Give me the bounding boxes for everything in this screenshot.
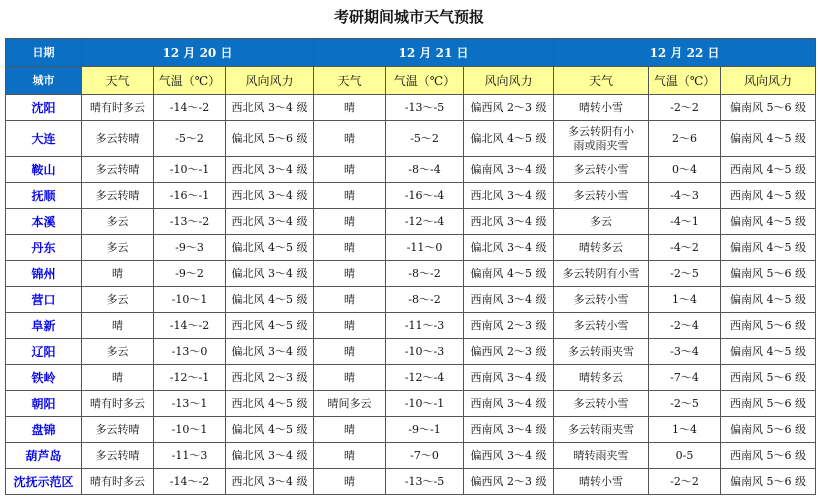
- cell-wind: 偏西风 2～3 级: [464, 339, 554, 365]
- cell-temperature: 0-5: [649, 443, 721, 469]
- cell-weather: 晴: [314, 365, 386, 391]
- cell-weather: 晴有时多云: [82, 391, 154, 417]
- cell-temperature: -9～3: [154, 235, 226, 261]
- cell-wind: 偏南风 4～5 级: [721, 235, 816, 261]
- table-row: [6, 183, 816, 209]
- cell-temperature: -13～-5: [386, 469, 464, 495]
- cell-weather: 晴: [314, 183, 386, 209]
- cell-weather: 晴: [82, 365, 154, 391]
- cell-temperature: 1～4: [649, 417, 721, 443]
- cell-weather: 晴: [314, 95, 386, 121]
- cell-wind: 偏南风 4～5 级: [721, 209, 816, 235]
- cell-wind: 偏西风 3～4 级: [464, 443, 554, 469]
- cell-wind: 偏南风 5～6 级: [721, 469, 816, 495]
- cell-weather: 晴转小雪: [554, 95, 649, 121]
- cell-temperature: -16～-1: [154, 183, 226, 209]
- column-header-wind: 风向风力: [721, 67, 816, 95]
- cell-temperature: 2～6: [649, 121, 721, 157]
- cell-weather: 多云转晴: [82, 417, 154, 443]
- cell-temperature: -5～2: [386, 121, 464, 157]
- cell-weather: 晴有时多云: [82, 469, 154, 495]
- cell-wind: 西南风 4～5 级: [721, 157, 816, 183]
- column-header-temperature: 气温（℃）: [386, 67, 464, 95]
- cell-temperature: -12～-4: [386, 209, 464, 235]
- cell-wind: 西南风 5～6 级: [721, 391, 816, 417]
- cell-weather: 晴: [314, 443, 386, 469]
- cell-weather: 多云转晴: [82, 443, 154, 469]
- city-name: 本溪: [6, 209, 82, 235]
- cell-wind: 偏南风 5～6 级: [721, 417, 816, 443]
- cell-weather: 晴: [314, 287, 386, 313]
- cell-weather: 多云转晴: [82, 121, 154, 157]
- table-row: [6, 417, 816, 443]
- cell-temperature: -10～-1: [154, 157, 226, 183]
- cell-weather: 多云转小雪: [554, 313, 649, 339]
- cell-wind: 偏南风 4～5 级: [721, 339, 816, 365]
- table-row: [6, 469, 816, 495]
- cell-weather: 晴有时多云: [82, 95, 154, 121]
- date-header-2: 12 月 21 日: [314, 39, 554, 67]
- cell-weather: 晴: [314, 209, 386, 235]
- cell-temperature: -10～1: [154, 287, 226, 313]
- cell-weather: 晴转多云: [554, 235, 649, 261]
- cell-temperature: -8～-4: [386, 157, 464, 183]
- cell-weather: 晴: [314, 157, 386, 183]
- city-name: 朝阳: [6, 391, 82, 417]
- cell-temperature: -3～4: [649, 339, 721, 365]
- cell-wind: 西南风 5～6 级: [721, 313, 816, 339]
- cell-weather: 多云转小雪: [554, 391, 649, 417]
- cell-temperature: -14～-2: [154, 313, 226, 339]
- cell-wind: 西南风 5～6 级: [721, 365, 816, 391]
- cell-weather: 多云: [82, 287, 154, 313]
- cell-temperature: -8～-2: [386, 287, 464, 313]
- table-row: [6, 391, 816, 417]
- cell-temperature: -9～-1: [386, 417, 464, 443]
- city-name: 葫芦岛: [6, 443, 82, 469]
- city-name: 鞍山: [6, 157, 82, 183]
- cell-weather: 晴间多云: [314, 391, 386, 417]
- cell-wind: 偏西风 2～3 级: [464, 95, 554, 121]
- cell-wind: 西南风 3～4 级: [464, 391, 554, 417]
- cell-temperature: -13～0: [154, 339, 226, 365]
- cell-weather: 多云转小雪: [554, 157, 649, 183]
- cell-wind: 西南风 3～4 级: [464, 365, 554, 391]
- cell-weather: 多云: [82, 235, 154, 261]
- city-name: 锦州: [6, 261, 82, 287]
- city-name: 阜新: [6, 313, 82, 339]
- cell-wind: 偏北风 4～5 级: [226, 287, 314, 313]
- column-header-temperature: 气温（℃）: [154, 67, 226, 95]
- date-label: 日期: [6, 39, 82, 67]
- table-row: [6, 235, 816, 261]
- cell-weather: 多云转雨夹雪: [554, 417, 649, 443]
- cell-temperature: -2～5: [649, 261, 721, 287]
- cell-wind: 偏北风 3～4 级: [226, 443, 314, 469]
- cell-wind: 偏北风 4～5 级: [464, 121, 554, 157]
- date-header-row: [6, 39, 816, 67]
- cell-temperature: -12～-4: [386, 365, 464, 391]
- cell-weather: 晴转小雪: [554, 469, 649, 495]
- cell-weather: 晴: [314, 313, 386, 339]
- city-name: 铁岭: [6, 365, 82, 391]
- cell-wind: 偏南风 5～6 级: [721, 261, 816, 287]
- cell-weather: 晴: [314, 339, 386, 365]
- cell-temperature: -10～-1: [386, 391, 464, 417]
- cell-wind: 偏北风 3～4 级: [226, 261, 314, 287]
- cell-wind: 偏北风 4～5 级: [226, 417, 314, 443]
- weather-forecast-table: [5, 38, 816, 495]
- table-row: [6, 339, 816, 365]
- cell-temperature: -7～4: [649, 365, 721, 391]
- cell-wind: 偏北风 3～4 级: [464, 235, 554, 261]
- table-row: [6, 443, 816, 469]
- table-row: [6, 95, 816, 121]
- column-header-weather: 天气: [82, 67, 154, 95]
- city-name: 大连: [6, 121, 82, 157]
- table-row: [6, 287, 816, 313]
- cell-temperature: -5～2: [154, 121, 226, 157]
- cell-wind: 西北风 3～4 级: [226, 183, 314, 209]
- table-row: [6, 157, 816, 183]
- cell-temperature: -11～0: [386, 235, 464, 261]
- cell-weather: 晴: [82, 313, 154, 339]
- cell-temperature: -13～-2: [154, 209, 226, 235]
- cell-weather: 晴: [314, 469, 386, 495]
- column-header-wind: 风向风力: [226, 67, 314, 95]
- cell-temperature: -12～-1: [154, 365, 226, 391]
- page-title: 考研期间城市天气预报: [333, 8, 484, 26]
- column-header-weather: 天气: [554, 67, 649, 95]
- city-name: 营口: [6, 287, 82, 313]
- column-header-row: [6, 67, 816, 95]
- cell-wind: 偏北风 3～4 级: [226, 339, 314, 365]
- cell-weather: 多云转晴: [82, 157, 154, 183]
- cell-weather: 晴: [314, 417, 386, 443]
- cell-temperature: -13～1: [154, 391, 226, 417]
- column-header-weather: 天气: [314, 67, 386, 95]
- cell-temperature: -2～4: [649, 313, 721, 339]
- cell-wind: 西北风 3～4 级: [226, 209, 314, 235]
- date-header-3: 12 月 22 日: [554, 39, 816, 67]
- cell-temperature: -9～2: [154, 261, 226, 287]
- cell-weather: 晴: [314, 235, 386, 261]
- cell-temperature: -8～-2: [386, 261, 464, 287]
- cell-temperature: -2～5: [649, 391, 721, 417]
- cell-temperature: -2～2: [649, 95, 721, 121]
- cell-wind: 偏南风 4～5 级: [464, 261, 554, 287]
- column-header-wind: 风向风力: [464, 67, 554, 95]
- cell-temperature: -10～1: [154, 417, 226, 443]
- cell-temperature: -10～-3: [386, 339, 464, 365]
- cell-temperature: -4～2: [649, 235, 721, 261]
- cell-temperature: -13～-5: [386, 95, 464, 121]
- city-label: 城市: [6, 67, 82, 95]
- cell-weather: 晴: [314, 261, 386, 287]
- cell-weather: 多云: [82, 209, 154, 235]
- cell-weather: 多云转雨夹雪: [554, 339, 649, 365]
- city-name: 抚顺: [6, 183, 82, 209]
- cell-weather: 晴转雨夹雪: [554, 443, 649, 469]
- cell-temperature: -4～1: [649, 209, 721, 235]
- cell-temperature: -2～2: [649, 469, 721, 495]
- table-row: [6, 313, 816, 339]
- cell-wind: 偏北风 5～6 级: [226, 121, 314, 157]
- cell-weather: 多云: [554, 209, 649, 235]
- cell-wind: 偏南风 3～4 级: [464, 157, 554, 183]
- table-row: [6, 365, 816, 391]
- cell-wind: 偏南风 4～5 级: [721, 287, 816, 313]
- cell-wind: 西北风 3～4 级: [226, 157, 314, 183]
- city-name: 丹东: [6, 235, 82, 261]
- cell-wind: 西南风 4～5 级: [721, 183, 816, 209]
- cell-weather: 多云转小雪: [554, 287, 649, 313]
- table-row: [6, 209, 816, 235]
- cell-temperature: 0～4: [649, 157, 721, 183]
- cell-wind: 偏西风 2～3 级: [464, 469, 554, 495]
- cell-temperature: 1～4: [649, 287, 721, 313]
- cell-wind: 西南风 5～6 级: [721, 443, 816, 469]
- cell-temperature: -14～-2: [154, 469, 226, 495]
- cell-wind: 偏北风 4～5 级: [226, 235, 314, 261]
- cell-temperature: -11～3: [154, 443, 226, 469]
- cell-wind: 西北风 3～4 级: [226, 469, 314, 495]
- cell-weather: 多云转晴: [82, 183, 154, 209]
- cell-temperature: -4～3: [649, 183, 721, 209]
- column-header-temperature: 气温（℃）: [649, 67, 721, 95]
- cell-wind: 西南风 3～4 级: [464, 417, 554, 443]
- cell-wind: 西北风 4～5 级: [226, 313, 314, 339]
- city-name: 沈抚示范区: [6, 469, 82, 495]
- cell-weather: 晴: [314, 121, 386, 157]
- cell-weather: 晴: [82, 261, 154, 287]
- cell-wind: 西北风 3～4 级: [464, 183, 554, 209]
- cell-weather: 多云: [82, 339, 154, 365]
- cell-wind: 偏南风 5～6 级: [721, 95, 816, 121]
- cell-wind: 西北风 3～4 级: [226, 95, 314, 121]
- cell-wind: 西南风 3～4 级: [464, 287, 554, 313]
- city-name: 沈阳: [6, 95, 82, 121]
- date-header-1: 12 月 20 日: [82, 39, 314, 67]
- cell-wind: 西北风 3～4 级: [464, 209, 554, 235]
- cell-wind: 西南风 2～3 级: [464, 313, 554, 339]
- cell-weather: 多云转阴有小雨或雨夹雪: [554, 121, 649, 157]
- table-row: [6, 121, 816, 157]
- cell-temperature: -14～-2: [154, 95, 226, 121]
- cell-temperature: -7～0: [386, 443, 464, 469]
- cell-wind: 西北风 2～3 级: [226, 365, 314, 391]
- city-name: 辽阳: [6, 339, 82, 365]
- cell-wind: 西北风 4～5 级: [226, 391, 314, 417]
- cell-wind: 偏南风 4～5 级: [721, 121, 816, 157]
- cell-weather: 晴转多云: [554, 365, 649, 391]
- cell-temperature: -11～-3: [386, 313, 464, 339]
- table-row: [6, 261, 816, 287]
- cell-weather: 多云转阴有小雪: [554, 261, 649, 287]
- city-name: 盘锦: [6, 417, 82, 443]
- cell-weather: 多云转小雪: [554, 183, 649, 209]
- cell-temperature: -16～-4: [386, 183, 464, 209]
